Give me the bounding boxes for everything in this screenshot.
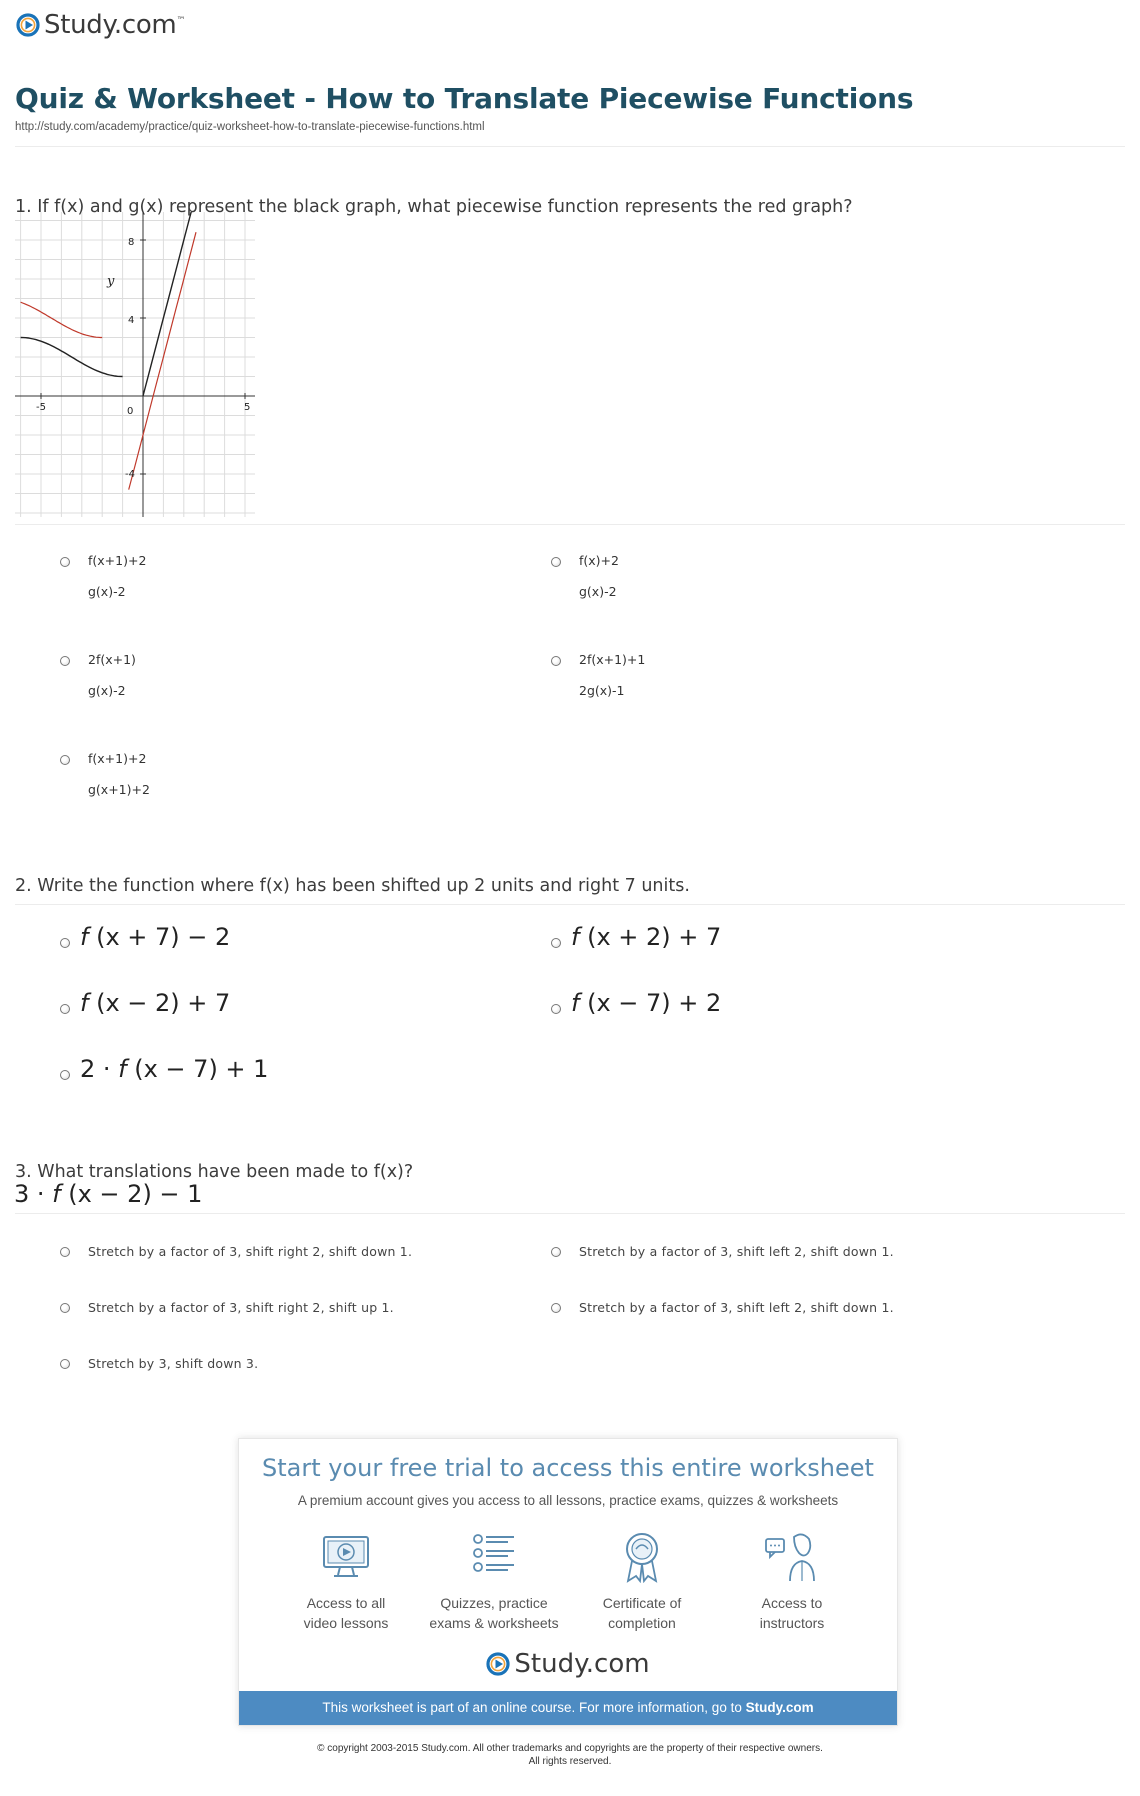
- q1-option[interactable]: [60, 653, 136, 706]
- instructor-icon: [764, 1531, 820, 1583]
- promo-info-bar: [239, 1691, 897, 1725]
- radio-button[interactable]: [551, 1004, 561, 1014]
- radio-button[interactable]: [60, 1070, 70, 1080]
- q1-option[interactable]: [60, 554, 146, 607]
- q2-option[interactable]: f (x − 2) + 7: [60, 1001, 230, 1017]
- radio-button[interactable]: [60, 1303, 70, 1313]
- question-2-text: 2. Write the function where f(x) has been shifted up 2 units and right 7 units.: [15, 876, 690, 896]
- x-tick-label: -5: [36, 402, 46, 413]
- play-circle-logo-icon: [16, 13, 40, 37]
- promo-title[interactable]: Start your free trial to access this entire worksheet: [262, 1454, 874, 1482]
- feature-label-line: Quizzes, practice: [440, 1595, 548, 1611]
- certificate-icon: [616, 1531, 668, 1583]
- option-line: 2g(x)-1: [579, 683, 625, 698]
- copyright-notice: [0, 1742, 1140, 1768]
- option-line: f(x)+2: [579, 553, 619, 568]
- option-line: f(x+1)+2: [88, 751, 147, 766]
- option-text: Stretch by a factor of 3, shift left 2, shift down 1.: [579, 1300, 894, 1315]
- option-line: 2f(x+1): [88, 652, 136, 667]
- option-line: f(x+1)+2: [88, 553, 147, 568]
- copyright-line: All rights reserved.: [528, 1756, 612, 1767]
- feature-label-line: Access to: [761, 1595, 823, 1611]
- feature-label-line: video lessons: [303, 1615, 389, 1631]
- option-line: g(x+1)+2: [88, 782, 150, 797]
- radio-button[interactable]: [551, 1303, 561, 1313]
- graph-grid: [15, 212, 255, 517]
- feature-quizzes: [419, 1531, 569, 1633]
- q1-option[interactable]: [551, 554, 619, 607]
- q3-option[interactable]: [60, 1356, 258, 1371]
- promo-bar-link[interactable]: Study.com: [745, 1700, 814, 1715]
- feature-label-line: completion: [608, 1615, 676, 1631]
- page-title: Quiz & Worksheet - How to Translate Piecewise Functions: [15, 82, 914, 115]
- radio-button[interactable]: [60, 1247, 70, 1257]
- radio-button[interactable]: [60, 1359, 70, 1369]
- q2-option[interactable]: f (x + 2) + 7: [551, 935, 721, 951]
- q2-option[interactable]: 2 · f (x − 7) + 1: [60, 1067, 268, 1083]
- option-text: Stretch by 3, shift down 3.: [88, 1356, 259, 1371]
- play-circle-logo-icon: [486, 1652, 510, 1676]
- feature-label-line: exams & worksheets: [429, 1615, 559, 1631]
- question-3-expression: 3 · f (x − 2) − 1: [14, 1180, 203, 1208]
- feature-label-line: Access to all: [306, 1595, 386, 1611]
- q3-option[interactable]: [60, 1244, 412, 1259]
- q2-option[interactable]: f (x − 7) + 2: [551, 1001, 721, 1017]
- y-tick-label: 8: [128, 237, 135, 248]
- question-1-text: 1. If f(x) and g(x) represent the black graph, what piecewise function represents the red graph?: [15, 197, 853, 217]
- y-axis-label: y: [107, 274, 115, 289]
- q2-option[interactable]: f (x + 7) − 2: [60, 935, 230, 951]
- option-text: Stretch by a factor of 3, shift left 2, shift down 1.: [579, 1244, 894, 1259]
- copyright-line: © copyright 2003-2015 Study.com. All other trademarks and copyrights are the property of their respective owners.: [317, 1743, 823, 1754]
- feature-video-lessons: [271, 1531, 421, 1633]
- q3-option[interactable]: [551, 1300, 894, 1315]
- red-graph-right: [129, 232, 196, 489]
- video-lessons-icon: [320, 1531, 372, 1583]
- divider: [15, 524, 1125, 525]
- logo-wordmark: Study.com™: [44, 10, 186, 40]
- radio-button[interactable]: [551, 557, 561, 567]
- q3-option[interactable]: [551, 1244, 894, 1259]
- radio-button[interactable]: [60, 557, 70, 567]
- question-3-text: 3. What translations have been made to f(x)?: [15, 1162, 414, 1182]
- promo-subtitle: A premium account gives you access to all lessons, practice exams, quizzes & worksheets: [297, 1493, 839, 1508]
- logo-wordmark: Study.com: [514, 1649, 650, 1679]
- q1-option[interactable]: [551, 653, 645, 706]
- option-line: 2f(x+1)+1: [579, 652, 646, 667]
- feature-label-line: instructors: [759, 1615, 825, 1631]
- option-text: Stretch by a factor of 3, shift right 2, shift down 1.: [88, 1244, 413, 1259]
- radio-button[interactable]: [551, 1247, 561, 1257]
- radio-button[interactable]: [551, 656, 561, 666]
- radio-button[interactable]: [60, 938, 70, 948]
- promo-bar-text: This worksheet is part of an online course. For more information, go to: [322, 1700, 746, 1715]
- x-tick-label: 5: [244, 402, 251, 413]
- page-url[interactable]: http://study.com/academy/practice/quiz-worksheet-how-to-translate-piecewise-functions.html: [15, 121, 485, 133]
- radio-button[interactable]: [551, 938, 561, 948]
- feature-certificate: [567, 1531, 717, 1633]
- q1-function-graph: [15, 212, 260, 517]
- feature-label-line: Certificate of: [602, 1595, 682, 1611]
- option-line: g(x)-2: [579, 584, 617, 599]
- feature-instructors: [717, 1531, 867, 1633]
- q3-option[interactable]: [60, 1300, 394, 1315]
- y-tick-label: -4: [125, 469, 135, 480]
- divider: [15, 146, 1125, 147]
- q1-option[interactable]: [60, 752, 150, 805]
- option-line: g(x)-2: [88, 683, 126, 698]
- y-tick-label: 4: [128, 315, 135, 326]
- radio-button[interactable]: [60, 656, 70, 666]
- study-logo[interactable]: [16, 10, 185, 40]
- quiz-list-icon: [468, 1531, 520, 1583]
- promo-study-logo[interactable]: [239, 1649, 897, 1679]
- radio-button[interactable]: [60, 1004, 70, 1014]
- free-trial-promo: [238, 1438, 898, 1726]
- divider: [15, 1213, 1125, 1214]
- origin-label: 0: [127, 406, 134, 417]
- option-text: Stretch by a factor of 3, shift right 2, shift up 1.: [88, 1300, 394, 1315]
- radio-button[interactable]: [60, 755, 70, 765]
- divider: [15, 904, 1125, 905]
- option-line: g(x)-2: [88, 584, 126, 599]
